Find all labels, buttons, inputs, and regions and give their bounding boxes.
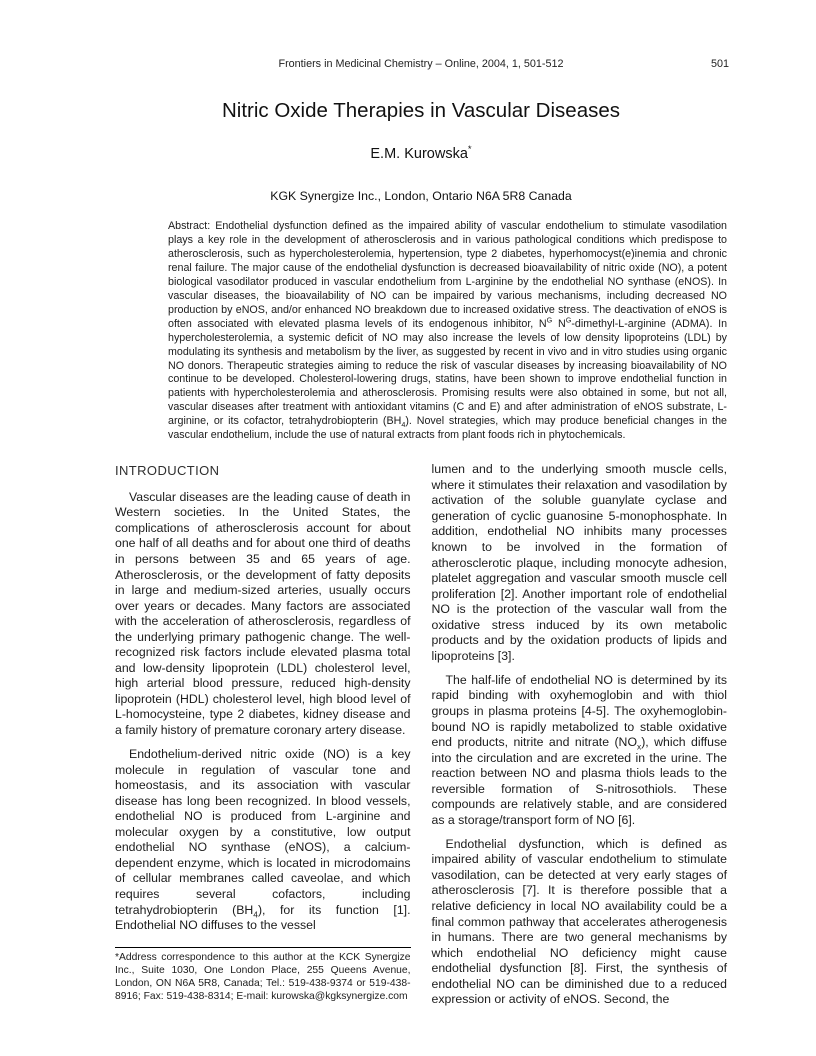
- right-column: [432, 462, 728, 1016]
- intro-paragraph-5: Endothelial dysfunction, which is defined as impaired ability of vascular endothelium to stimulate vasodilation, can be detected at very early stages of atherosclerosis [7]. It is therefore possible that a relative deficiency in local NO availability could be a final common pathway that accelerates atherogenesis in humans. There are two general mechanisms by which endothelial NO deficiency might cause endothelial dysfunction [8]. First, the synthesis of endothelial NO can be diminished due to a reduced expression or activity of eNOS. Second, the: [431, 836, 727, 1007]
- author-name: E.M. Kurowska: [370, 146, 468, 162]
- intro-paragraph-4: The half-life of endothelial NO is determined by its rapid binding with oxyhemoglobin and with thiol groups in plasma proteins [4-5]. The oxyhemoglobin-bound NO is rapidly metabolized to stable oxidative end products, nitrite and nitrate $(NO_x)$, which diffuse into the circulation and are excreted in the urine. The reaction between NO and plasma thiols leads to the reversible formation of S-nitrosothiols. These compounds are relatively stable, and are considered as a storage/transport form of NO [6].: [431, 672, 728, 827]
- author-line: [115, 146, 727, 162]
- journal-citation: Frontiers in Medicinal Chemistry – Online, 2004, 1, 501-512: [278, 58, 564, 70]
- abstract-text: Endothelial dysfunction defined as the impaired ability of vascular endothelium to stimulate vasodilation plays a key role in the development of atherosclerosis and in various pathological conditions which predispose to atherosclerosis, such as hypercholesterolemia, hypertension, type 2 diabetes, hyperhomocyst(e)inemia and chronic renal failure. The major cause of the endothelial dysfunction is decreased bioavailability of nitric oxide (NO), a potent biological vasodilator produced in vascular endothelium from L-arginine by the endothelial NO synthase (eNOS). In vascular diseases, the bioavailability of NO can be impaired by various mechanisms, including decreased NO production by eNOS, and/or enhanced NO breakdown due to increased oxidative stress. The deactivation of eNOS is often associated with elevated plasma levels of its endogenous inhibitor, $N^G$ $N^G-dimethyl-L$-arginine (ADMA). In hypercholesterolemia, a systemic deficit of NO may also increase the levels of low density lipoproteins (LDL) by modulating its synthesis and metabolism by the liver, as suggested by recent in vivo and in vitro studies using organic NO donors. Therapeutic strategies aiming to reduce the risk of vascular diseases by increasing bioavailability of NO continue to be developed. Cholesterol-lowering drugs, statins, have been shown to improve endothelial function in patients with hypercholesterolemia and atherosclerosis. Promising results were also obtained in some, but not all, vascular diseases after treatment with antioxidant vitamins (C and E) and after administration of eNOS substrate, L-arginine, or its cofactor, tetrahydrobiopterin $(BH_4)$. Novel strategies, which may produce beneficial changes in the vascular endothelium, include the use of natural extracts from plant foods rich in phytochemicals.: [168, 220, 728, 442]
- page-number: 501: [710, 58, 729, 70]
- intro-paragraph-1: Vascular diseases are the leading cause of death in Western societies. In the United States, the complications of atherosclerosis account for about one half of all deaths and for about one third of deaths in persons between 35 and 65 years of age. Atherosclerosis, or the development of fatty deposits in large and medium-sized arteries, usually occurs over years or decades. Many factors are associated with the acceleration of atherosclerosis, regardless of the underlying primary pathogenic change. The well-recognized risk factors include elevated plasma total and low-density lipoprotein (LDL) cholesterol level, high arterial blood pressure, reduced high-density lipoprotein (HDL) cholesterol level, high blood level of L-homocysteine, type 2 diabetes, kidney disease and a family history of premature coronary artery disease.: [115, 489, 411, 737]
- body-columns: [115, 462, 727, 1016]
- author-asterisk: *: [467, 144, 472, 156]
- intro-paragraph-3: lumen and to the underlying smooth muscle cells, where it stimulates their relaxation and vasodilation by activation of the soluble guanylate cyclase and generation of cyclic guanosine 5-monophosphate. In addition, endothelial NO inhibits many processes known to be involved in the formation of atherosclerotic plaque, including monocyte adhesion, platelet aggregation and vascular smooth muscle cell proliferation [2]. Another important role of endothelial NO is the protection of the vascular wall from the oxidative stress induced by its own metabolic products and by the oxidation products of lipids and lipoproteins [3].: [431, 462, 727, 663]
- left-column: [115, 462, 411, 1016]
- affiliation: KGK Synergize Inc., London, Ontario N6A 5R8 Canada: [270, 189, 572, 203]
- introduction-heading: INTRODUCTION: [115, 463, 220, 479]
- correspondence-footnote: *Address correspondence to this author at the KCK Synergize Inc., Suite 1030, One London Place, 255 Queens Avenue, London, ON N6A 5R8, Canada; Tel.: 519-438-9374 or 519-438-8916; Fax: 519-438-8314; E-mail: kurowska@kgksynergize.com: [115, 947, 411, 1003]
- running-head: [115, 58, 727, 70]
- abstract-label: Abstract:: [168, 220, 211, 232]
- intro-paragraph-2: Endothelium-derived nitric oxide (NO) is a key molecule in regulation of vascular tone and homeostasis, and its association with vascular disease has long been recognized. In blood vessels, endothelial NO is produced from L-arginine and molecular oxygen by a constitutive, low output endothelial NO synthase (eNOS), a calcium-dependent enzyme, which is located in microdomains of cellular membranes called caveolae, and which requires several cofactors, including tetrahydrobiopterin $(BH_4)$, for its function [1]. Endothelial NO diffuses to the vessel: [115, 747, 411, 933]
- abstract: [168, 220, 727, 443]
- article-title: Nitric Oxide Therapies in Vascular Diseases: [221, 99, 620, 122]
